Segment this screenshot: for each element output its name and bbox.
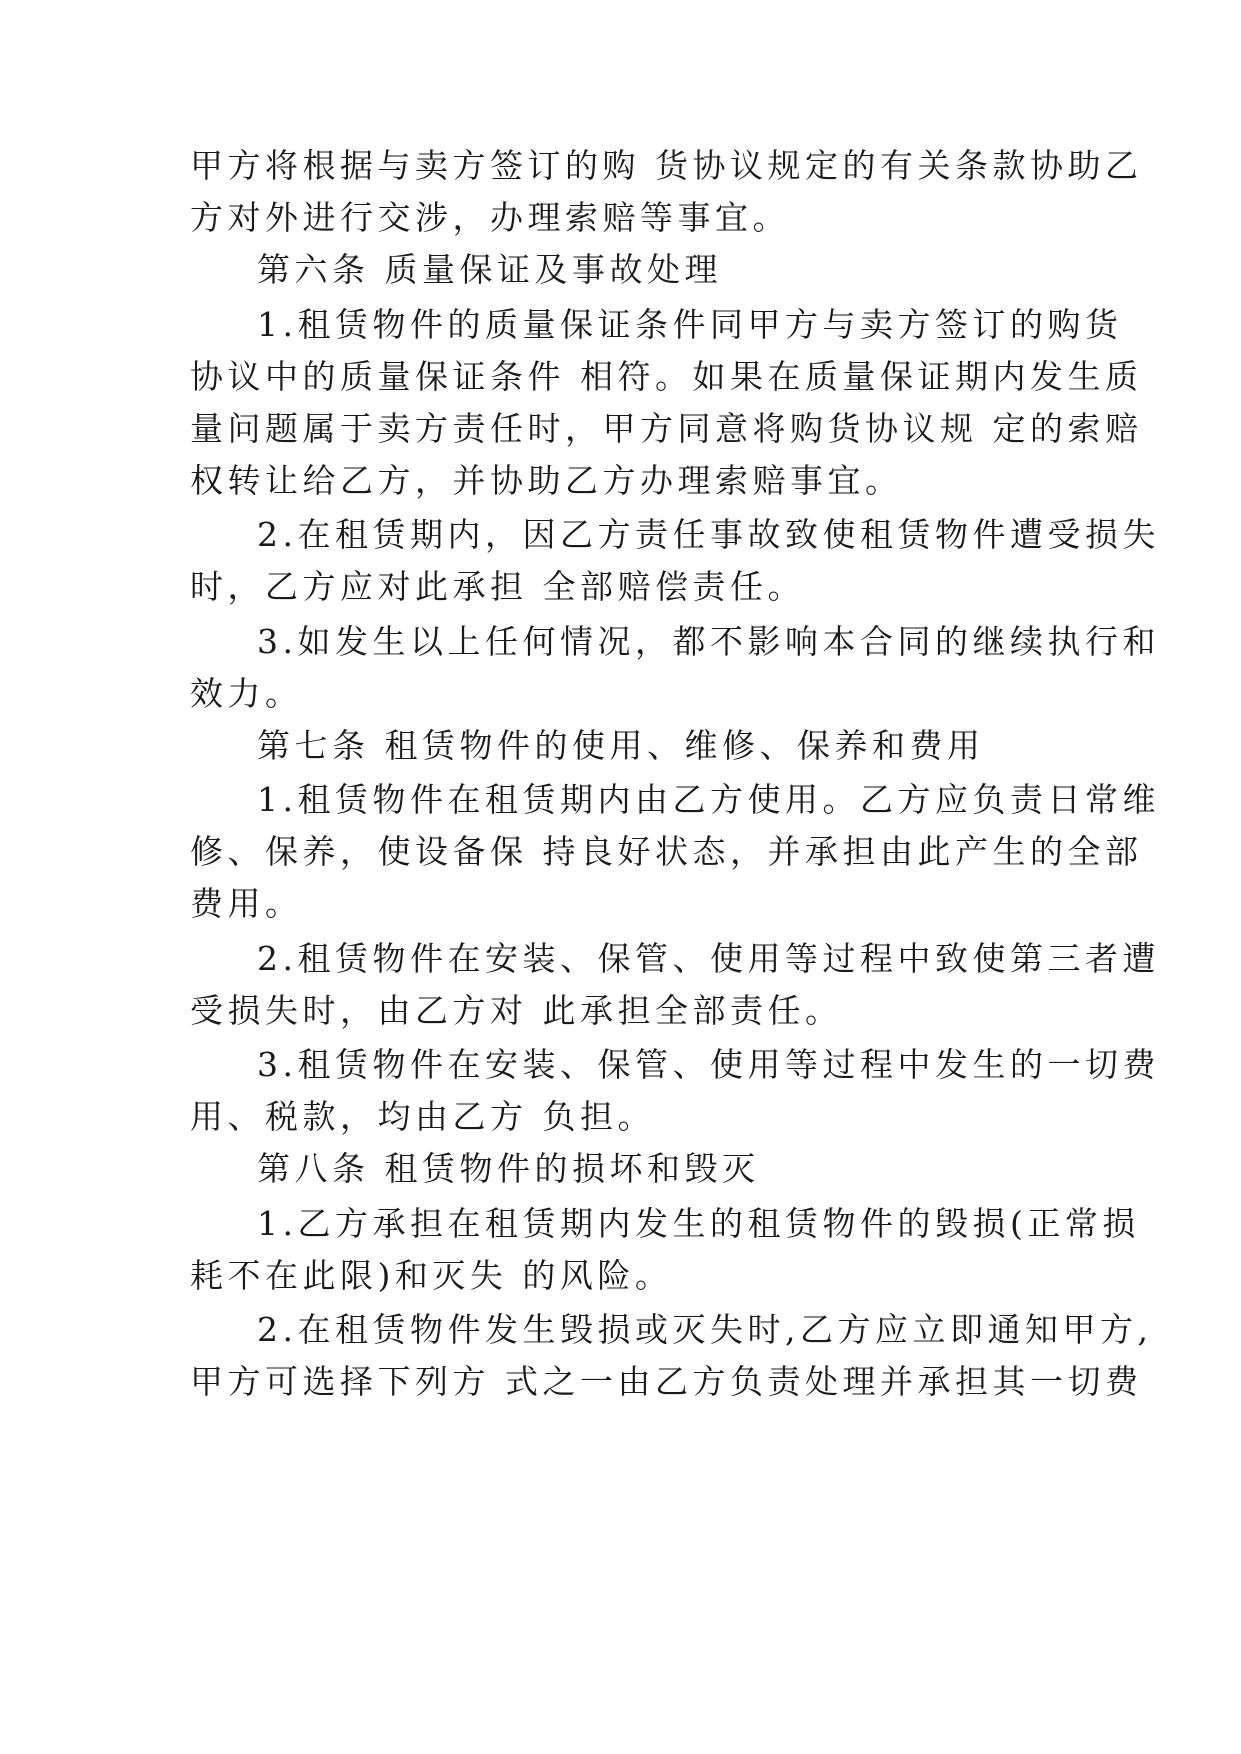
section-heading: 第六条 质量保证及事故处理: [257, 250, 722, 289]
text-line: 3.租赁物件在安装、保管、使用等过程中发生的一切费: [257, 1045, 1160, 1084]
text-line: 效力。: [190, 674, 303, 713]
text-line: 协议中的质量保证条件 相符。如果在质量保证期内发生质: [190, 357, 1143, 396]
text-line: 用、税款，均由乙方 负担。: [190, 1097, 655, 1136]
text-line: 受损失时，由乙方对 此承担全部责任。: [190, 991, 843, 1030]
text-line: 时，乙方应对此承担 全部赔偿责任。: [190, 567, 805, 606]
text-line: 1.租赁物件的质量保证条件同甲方与卖方签订的购货: [257, 305, 1123, 344]
text-line: 方对外进行交涉，办理索赔等事宜。: [190, 198, 790, 237]
text-line: 量问题属于卖方责任时，甲方同意将购货协议规 定的索赔: [190, 409, 1143, 448]
text-line: 1.租赁物件在租赁期内由乙方使用。乙方应负责日常维: [257, 780, 1160, 819]
text-line: 2.在租赁期内，因乙方责任事故致使租赁物件遭受损失: [257, 515, 1160, 554]
text-line: 权转让给乙方，并协助乙方办理索赔事宜。: [190, 461, 903, 500]
text-line: 3.如发生以上任何情况，都不影响本合同的继续执行和: [257, 622, 1160, 661]
text-line: 耗不在此限)和灭失 的风险。: [190, 1256, 673, 1295]
section-heading: 第八条 租赁物件的损坏和毁灭: [257, 1149, 760, 1188]
section-heading: 第七条 租赁物件的使用、维修、保养和费用: [257, 726, 985, 765]
text-line: 2.在租赁物件发生毁损或灭失时,乙方应立即通知甲方,: [257, 1310, 1153, 1349]
text-line: 1.乙方承担在租赁期内发生的租赁物件的毁损(正常损: [257, 1204, 1140, 1243]
text-line: 修、保养，使设备保 持良好状态，并承担由此产生的全部: [190, 832, 1143, 871]
text-line: 甲方可选择下列方 式之一由乙方负责处理并承担其一切费: [190, 1362, 1143, 1401]
text-line: 甲方将根据与卖方签订的购 货协议规定的有关条款协助乙: [190, 146, 1143, 185]
text-line: 费用。: [190, 884, 303, 923]
text-line: 2.租赁物件在安装、保管、使用等过程中致使第三者遭: [257, 939, 1160, 978]
